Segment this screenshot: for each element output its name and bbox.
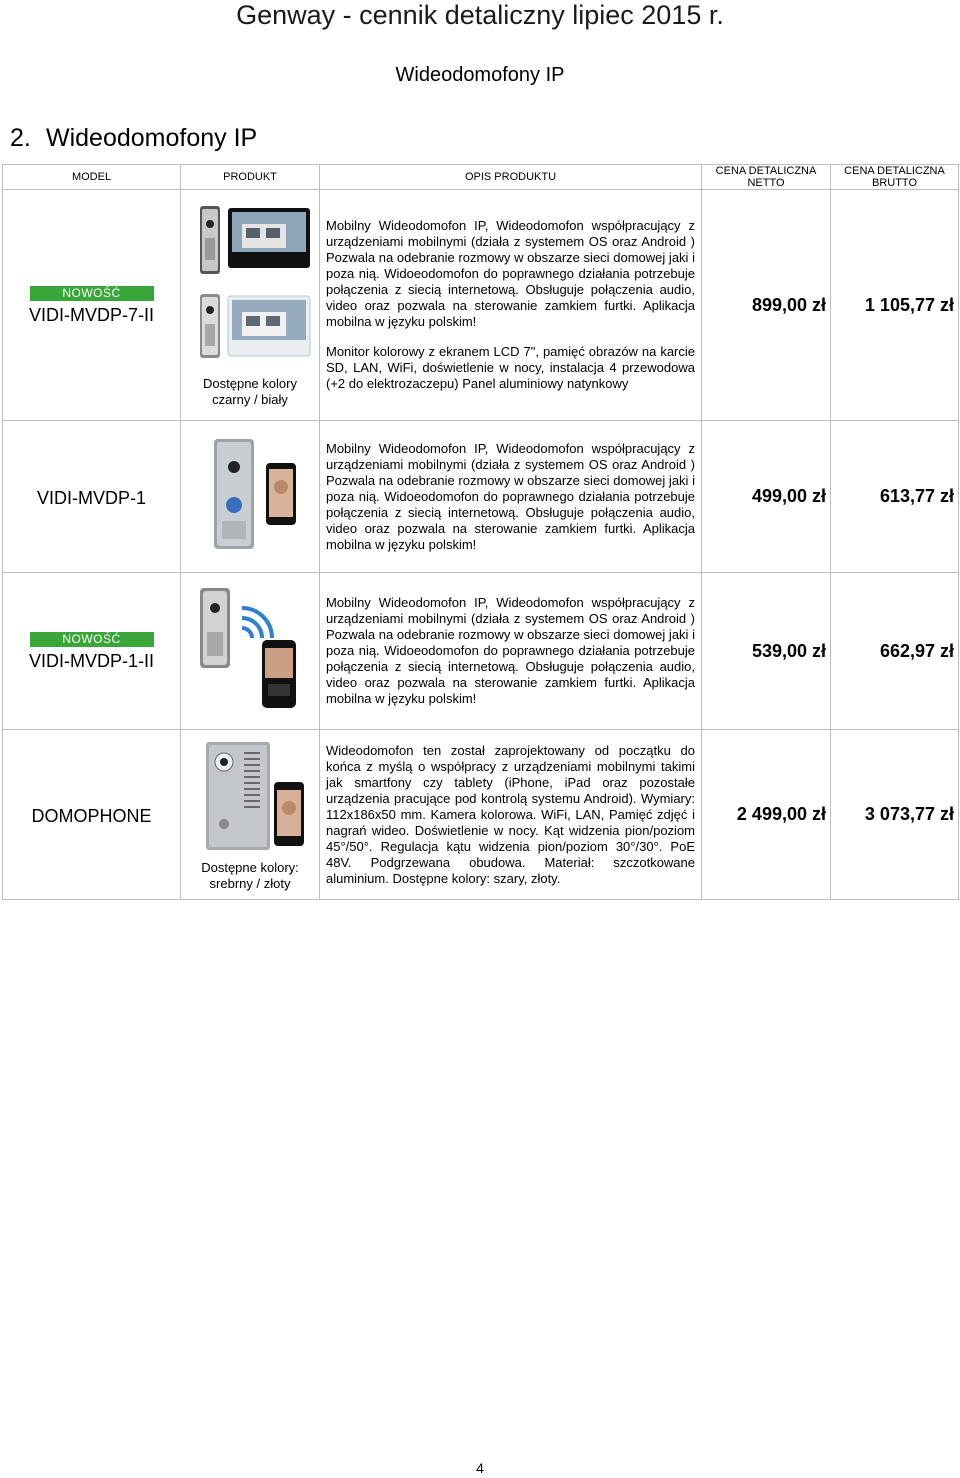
table-row: [3, 573, 959, 730]
table-row: [3, 190, 959, 421]
net-price: 899,00 zł: [702, 190, 831, 421]
column-header-net-price: [702, 165, 831, 190]
section-title: Wideodomofony IP: [46, 124, 258, 152]
caption-line1: Dostępne kolory: [203, 376, 297, 391]
net-price: 2 499,00 zł: [702, 730, 831, 900]
net-price: 499,00 zł: [702, 421, 831, 573]
product-image-cell: [181, 190, 320, 421]
caption-line2: srebrny / złoty: [209, 875, 291, 891]
product-image-cell: [181, 421, 320, 573]
product-image-door-panel: [186, 435, 314, 555]
column-header-description: OPIS PRODUKTU: [320, 165, 702, 190]
section-heading: [10, 122, 257, 154]
column-header-model: MODEL: [3, 165, 181, 190]
gross-price: 3 073,77 zł: [831, 730, 959, 900]
description-text: Mobilny Wideodomofon IP, Wideodomofon współpracujący z urządzeniami mobilnymi (działa z systemem OS oraz Android ) Pozwala na odebranie rozmowy w obszarze sieci domowej jaki i poza nią. Widoeodomofon do poprawnego działania potrzebuje połączenia z siecią internetową. Obsługuje połączenia audio, video oraz pozwala na sterowanie zamkiem furtki. Aplikacja mobilna w języku polskim!: [326, 440, 695, 552]
product-image-wifi-panel: [186, 584, 314, 714]
product-image-cell: [181, 573, 320, 730]
description-text: Mobilny Wideodomofon IP, Wideodomofon współpracujący z urządzeniami mobilnymi (działa z systemem OS oraz Android ) Pozwala na odebranie rozmowy w obszarze sieci domowej jaki i poza nią. Widoeodomofon do poprawnego działania potrzebuje połączenia z siecią internetową. Obsługuje połączenia audio, video oraz pozwala na sterowanie zamkiem furtki. Aplikacja mobilna w języku polskim!: [326, 218, 695, 329]
document-title: Genway - cennik detaliczny lipiec 2015 r.: [236, 0, 724, 30]
description-cell: [320, 421, 702, 573]
model-name: VIDI-MVDP-7-II: [28, 305, 154, 325]
table-header-row: [3, 165, 959, 190]
gross-price: 613,77 zł: [831, 421, 959, 573]
description-cell: [320, 730, 702, 900]
table-row: [3, 421, 959, 573]
column-header-product: PRODUKT: [181, 165, 320, 190]
column-header-gross-price: [831, 165, 959, 190]
gross-price: 1 105,77 zł: [831, 190, 959, 421]
caption-line2: czarny / biały: [212, 392, 288, 407]
description-text-monitor: Monitor kolorowy z ekranem LCD 7", pamięć obrazów na karcie SD, LAN, WiFi, doświetlenie w nocy, instalacja 4 przewodowa (+2 do elektrozaczepu) Panel aluminiowy natynkowy: [326, 344, 695, 391]
net-price-header-line1: CENA DETALICZNA: [715, 165, 817, 177]
model-cell: [3, 190, 181, 421]
price-table: [2, 164, 959, 900]
document-subtitle: Wideodomofony IP: [395, 64, 565, 86]
new-badge: NOWOŚĆ: [30, 632, 154, 647]
gross-price-header-line2: BRUTTO: [871, 177, 918, 189]
gross-price: 662,97 zł: [831, 573, 959, 730]
net-price: 539,00 zł: [702, 573, 831, 730]
model-cell: [3, 573, 181, 730]
product-image-domophone: [186, 738, 314, 856]
description-cell: [320, 190, 702, 421]
color-caption: [181, 376, 319, 408]
description-text: Wideodomofon ten został zaprojektowany od początku do końca z myślą o współpracy z urządzeniami mobilnymi takimi jak smartfony czy tablety (iPhone, iPad oraz pozostałe urządzenia pracujące pod kontrolą systemu Android). Wymiary: 112x186x50 mm. Kamera kolorowa. WiFi, LAN, Pamięć zdjęć i nagrań wideo. Doświetlenie w nocy. Kąt widzenia pion/poziom 45°/50°. Regulacja kątu widzenia pion/poziom 30°/30°. PoE 48V. Podgrzewana obudowa. Materiał: szczotkowane aluminium. Dostępne kolory: szary, złoty.: [326, 742, 695, 886]
model-name: VIDI-MVDP-1: [36, 487, 146, 508]
product-image-cell: [181, 730, 320, 900]
model-name: VIDI-MVDP-1-II: [28, 651, 154, 671]
table-row: [3, 730, 959, 900]
color-caption: [181, 860, 319, 892]
section-number: 2.: [10, 124, 31, 152]
wifi-icon: [242, 608, 272, 638]
caption-line1: Dostępne kolory:: [201, 859, 299, 875]
model-cell: [3, 730, 181, 900]
gross-price-header-line1: CENA DETALICZNA: [844, 165, 945, 177]
new-badge: NOWOŚĆ: [30, 286, 154, 301]
description-cell: [320, 573, 702, 730]
model-name: DOMOPHONE: [31, 805, 152, 826]
page-number: 4: [476, 1460, 484, 1476]
description-text: Mobilny Wideodomofon IP, Wideodomofon współpracujący z urządzeniami mobilnymi (działa z systemem OS oraz Android ) Pozwala na odebranie rozmowy w obszarze sieci domowej jaki i poza nią. Widoeodomofon do poprawnego działania potrzebuje połączenia z siecią internetową. Obsługuje połączenia audio, video oraz pozwala na sterowanie zamkiem furtki. Aplikacja mobilna w języku polskim!: [326, 595, 695, 706]
product-image-monitors: [186, 202, 314, 372]
net-price-header-line2: NETTO: [747, 177, 785, 189]
model-cell: [3, 421, 181, 573]
